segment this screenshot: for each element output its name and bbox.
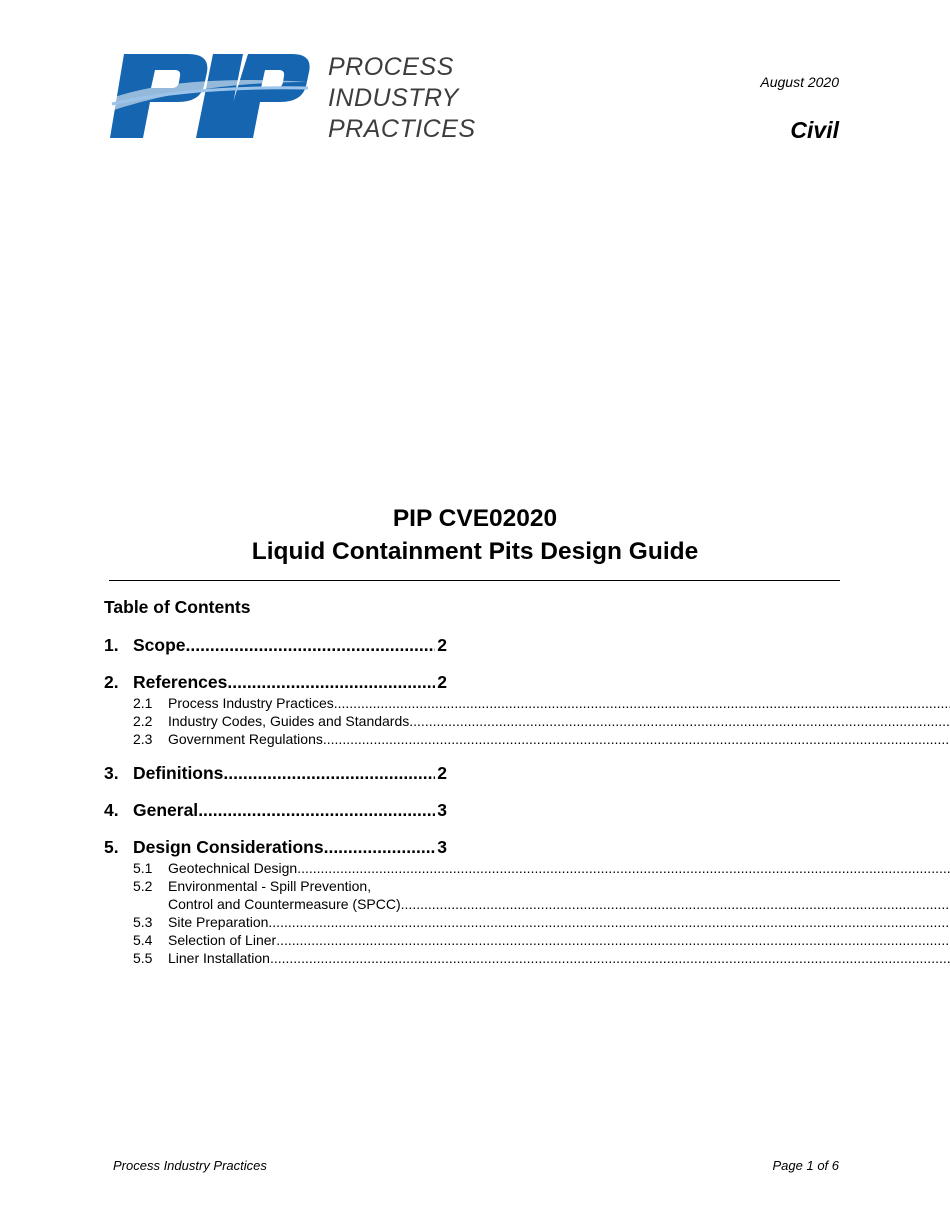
- toc-subsection-number: 2.1: [133, 695, 153, 711]
- pip-logo-mark-icon: [110, 52, 310, 142]
- toc-subsection-title: Geotechnical Design: [168, 860, 298, 876]
- toc-leader: [297, 859, 950, 877]
- logo-line: PROCESS: [328, 53, 454, 81]
- toc-leader: [276, 931, 950, 949]
- toc-subsection[interactable]: [104, 913, 447, 931]
- document-code: PIP CVE02020: [392, 505, 558, 532]
- toc-page-number: 3: [437, 837, 447, 857]
- toc-subsection-number: 5.1: [133, 860, 153, 876]
- toc-leader: [186, 633, 436, 657]
- toc-subsection-number: 2.2: [133, 713, 153, 729]
- toc-subsection[interactable]: [104, 877, 447, 913]
- toc-subsection[interactable]: [104, 712, 447, 730]
- table-of-contents: [104, 633, 447, 967]
- toc-subsection-title: Government Regulations: [168, 731, 323, 747]
- toc-subsection-title-continued: Control and Countermeasure (SPCC): [168, 896, 401, 912]
- toc-subsection[interactable]: [104, 949, 447, 967]
- toc-page-number: 2: [437, 672, 447, 692]
- toc-section[interactable]: [104, 761, 447, 785]
- toc-subsection-title: Site Preparation: [168, 914, 269, 930]
- toc-leader: [270, 949, 950, 967]
- toc-leader: [401, 895, 950, 913]
- toc-section-number: 2.: [104, 672, 119, 692]
- logo-wordmark: [328, 52, 498, 145]
- toc-section-number: 1.: [104, 635, 119, 655]
- toc-section[interactable]: [104, 835, 447, 859]
- toc-section-number: 3.: [104, 763, 119, 783]
- toc-section-title: Design Considerations: [133, 837, 324, 857]
- toc-leader: [227, 670, 435, 694]
- toc-subsection[interactable]: [104, 859, 447, 877]
- toc-section[interactable]: [104, 798, 447, 822]
- toc-page-number: 2: [437, 763, 447, 783]
- toc-subsection-title: Process Industry Practices: [168, 695, 334, 711]
- toc-leader: [223, 761, 435, 785]
- toc-subsection-title: Liner Installation: [168, 950, 270, 966]
- toc-subsection-number: 5.4: [133, 932, 153, 948]
- toc-heading: Table of Contents: [104, 597, 251, 617]
- document-discipline: Civil: [790, 117, 839, 143]
- toc-section-title: Definitions: [133, 763, 224, 783]
- toc-subsection-number: 5.2: [133, 878, 153, 894]
- toc-leader: [324, 835, 436, 859]
- pip-logo: [110, 52, 490, 142]
- toc-section-title: References: [133, 672, 228, 692]
- toc-subsection-number: 5.3: [133, 914, 153, 930]
- document-name: Liquid Containment Pits Design Guide: [251, 538, 699, 565]
- title-divider: [109, 580, 840, 581]
- logo-line: INDUSTRY: [328, 84, 459, 112]
- toc-section[interactable]: [104, 633, 447, 657]
- toc-leader: [268, 913, 950, 931]
- toc-leader: [409, 712, 950, 730]
- toc-leader: [198, 798, 435, 822]
- toc-subsection[interactable]: [104, 730, 447, 748]
- toc-section-title: Scope: [133, 635, 186, 655]
- logo-line: PRACTICES: [328, 115, 476, 143]
- footer-organization: Process Industry Practices: [113, 1158, 267, 1173]
- toc-subsection-title: Selection of Liner: [168, 932, 277, 948]
- toc-section[interactable]: [104, 670, 447, 694]
- toc-subsection-number: 2.3: [133, 731, 153, 747]
- toc-section-number: 5.: [104, 837, 119, 857]
- toc-leader: [334, 694, 950, 712]
- toc-subsection-title: Environmental - Spill Prevention,: [168, 878, 372, 894]
- toc-subsection-title: Industry Codes, Guides and Standards: [168, 713, 410, 729]
- toc-subsection-number: 5.5: [133, 950, 153, 966]
- toc-subsection[interactable]: [104, 931, 447, 949]
- toc-subsection[interactable]: [104, 694, 447, 712]
- toc-page-number: 2: [437, 635, 447, 655]
- toc-page-number: 3: [437, 800, 447, 820]
- toc-leader: [323, 730, 950, 748]
- document-title: [0, 502, 950, 568]
- footer-page-number: Page 1 of 6: [772, 1158, 839, 1173]
- document-date: August 2020: [760, 74, 839, 90]
- toc-section-number: 4.: [104, 800, 119, 820]
- toc-section-title: General: [133, 800, 199, 820]
